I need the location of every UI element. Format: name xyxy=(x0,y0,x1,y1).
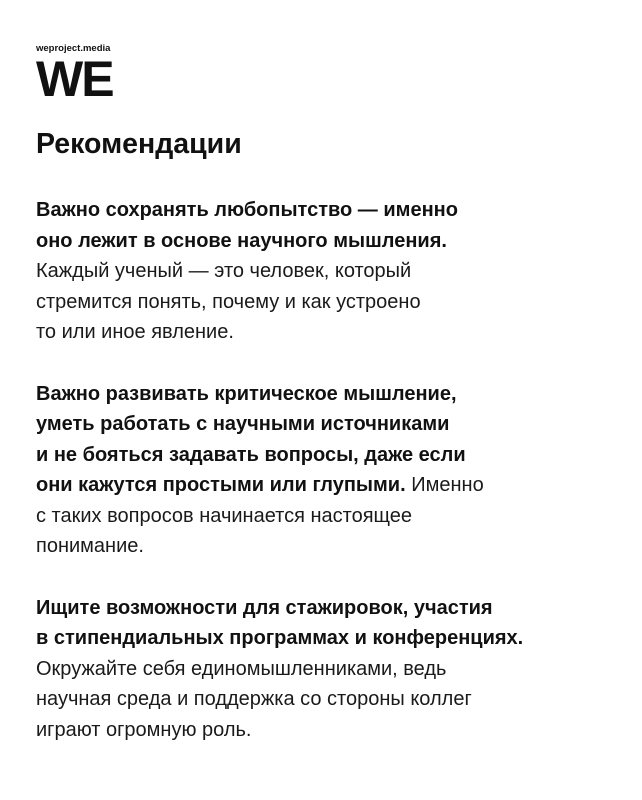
recommendation-1-lead-line-1: Важно сохранять любопытство — именно xyxy=(36,199,458,221)
recommendation-3-body-line-3: играют огромную роль. xyxy=(36,718,252,741)
recommendation-3-body-line-2: научная среда и поддержка со стороны коллег xyxy=(36,688,472,710)
recommendation-paragraph-1 xyxy=(36,195,626,348)
recommendation-2-lead-line-2: уметь работать с научными источниками xyxy=(36,413,450,435)
recommendation-2-body-line-2: понимание. xyxy=(36,535,144,557)
recommendation-1-body-line-3: то или иное явление. xyxy=(36,321,234,343)
recommendation-1-lead xyxy=(36,199,458,252)
recommendation-3-lead-line-2: в стипендиальных программах и конференциях. xyxy=(36,627,524,649)
recommendation-2-lead xyxy=(36,383,466,497)
recommendation-3-lead-line-1: Ищите возможности для стажировок, участия xyxy=(36,596,493,619)
recommendation-3-lead xyxy=(36,597,523,650)
brand-site-label: weproject.media xyxy=(36,43,111,54)
recommendation-3-body-line-1: Окружайте себя единомышленниками, ведь xyxy=(36,657,447,680)
recommendation-paragraph-3 xyxy=(36,593,626,746)
recommendation-2-lead-line-3: и не бояться задавать вопросы, даже если xyxy=(36,443,466,466)
recommendation-2-lead-tail: Именно xyxy=(411,474,484,496)
brand-logo[interactable] xyxy=(36,43,113,107)
recommendation-1-lead-line-2: оно лежит в основе научного мышления. xyxy=(36,229,447,252)
page-title: Рекомендации xyxy=(36,128,242,160)
recommendation-2-body-line-1: с таких вопросов начинается настоящее xyxy=(36,504,413,527)
recommendations-content xyxy=(36,195,626,745)
recommendation-1-body-line-1: Каждый ученый — это человек, который xyxy=(36,260,412,282)
recommendation-paragraph-2 xyxy=(36,379,626,562)
recommendation-2-lead-line-1: Важно развивать критическое мышление, xyxy=(36,382,457,405)
recommendation-2-lead-line-4: они кажутся простыми или глупыми. xyxy=(36,474,406,496)
recommendation-1-body-line-2: стремится понять, почему и как устроено xyxy=(36,290,421,313)
brand-mark: WE xyxy=(36,51,113,107)
